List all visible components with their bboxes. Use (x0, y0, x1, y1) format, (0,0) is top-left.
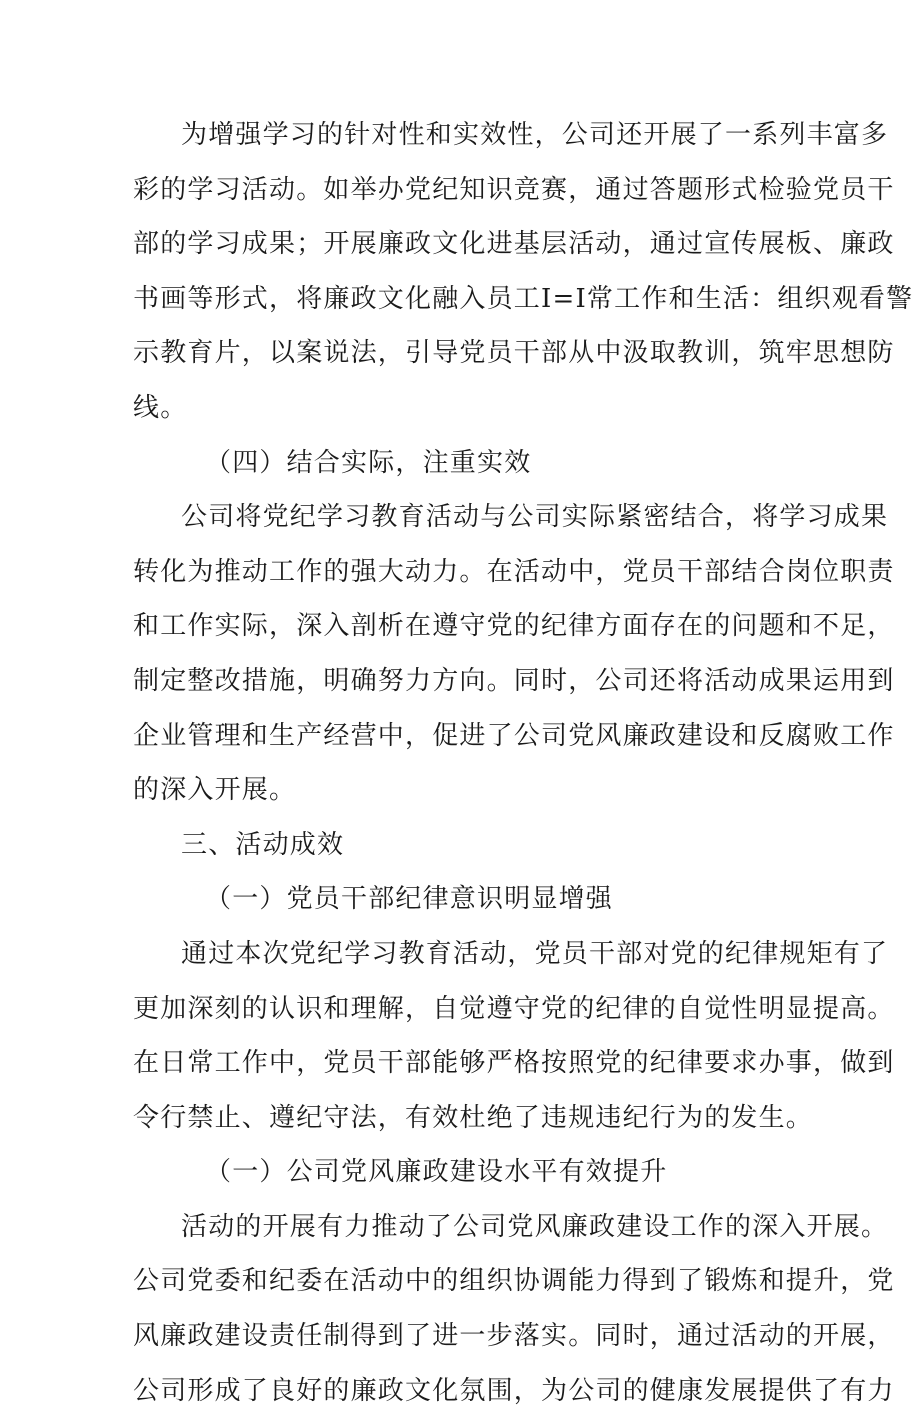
paragraph-practical-integration (133, 490, 895, 818)
paragraph-discipline-awareness (133, 927, 895, 1145)
paragraph-line: 彩的学习活动。如举办党纪知识竞赛，通过答题形式检验党员干 (133, 174, 895, 205)
paragraph-line: 在日常工作中，党员干部能够严格按照党的纪律要求办事，做到 (133, 1048, 895, 1079)
subheading-discipline-awareness: （一）党员干部纪律意识明显增强 (205, 884, 614, 915)
paragraph-line: 和工作实际，深入剖析在遵守党的纪律方面存在的问题和不足， (133, 611, 895, 642)
paragraph-line: 公司将党纪学习教育活动与公司实际紧密结合，将学习成果 (181, 502, 889, 533)
heading-section-3: 三、活动成效 (181, 829, 345, 860)
paragraph-line: 公司形成了良好的廉政文化氛围，为公司的健康发展提供了有力 (133, 1375, 895, 1406)
subheading-integrity-level: （一）公司党风廉政建设水平有效提升 (205, 1157, 668, 1188)
paragraph-line: 转化为推动工作的强大动力。在活动中，党员干部结合岗位职责 (133, 556, 895, 587)
paragraph-line: 部的学习成果；开展廉政文化进基层活动，通过宣传展板、廉政 (133, 229, 895, 260)
paragraph-line: 示教育片，以案说法，引导党员干部从中汲取教训，筑牢思想防 (133, 338, 895, 369)
paragraph-line: 的深入开展。 (133, 775, 297, 806)
subheading-section-4: （四）结合实际，注重实效 (205, 447, 532, 478)
paragraph-line: 为增强学习的针对性和实效性，公司还开展了一系列丰富多 (181, 120, 889, 150)
paragraph-line: 企业管理和生产经营中，促进了公司党风廉政建设和反腐败工作 (133, 720, 895, 751)
paragraph-line: 制定整改措施，明确努力方向。同时，公司还将活动成果运用到 (133, 665, 895, 696)
paragraph-line: 公司党委和纪委在活动中的组织协调能力得到了锻炼和提升，党 (133, 1266, 895, 1297)
paragraph-line: 令行禁止、遵纪守法，有效杜绝了违规违纪行为的发生。 (133, 1102, 814, 1133)
paragraph-integrity-level (133, 1200, 895, 1418)
paragraph-line: 线。 (133, 392, 188, 423)
paragraph-learning-activities (133, 108, 914, 436)
paragraph-line: 活动的开展有力推动了公司党风廉政建设工作的深入开展。 (181, 1211, 889, 1242)
paragraph-line: 更加深刻的认识和理解，自觉遵守党的纪律的自觉性明显提高。 (133, 993, 895, 1024)
document-body (133, 108, 914, 1418)
paragraph-line: 书画等形式，将廉政文化融入员工I=I常工作和生活：组织观看警 (133, 283, 914, 314)
paragraph-line: 通过本次党纪学习教育活动，党员干部对党的纪律规矩有了 (181, 938, 889, 969)
paragraph-line: 风廉政建设责任制得到了进一步落实。同时，通过活动的开展， (133, 1321, 895, 1352)
